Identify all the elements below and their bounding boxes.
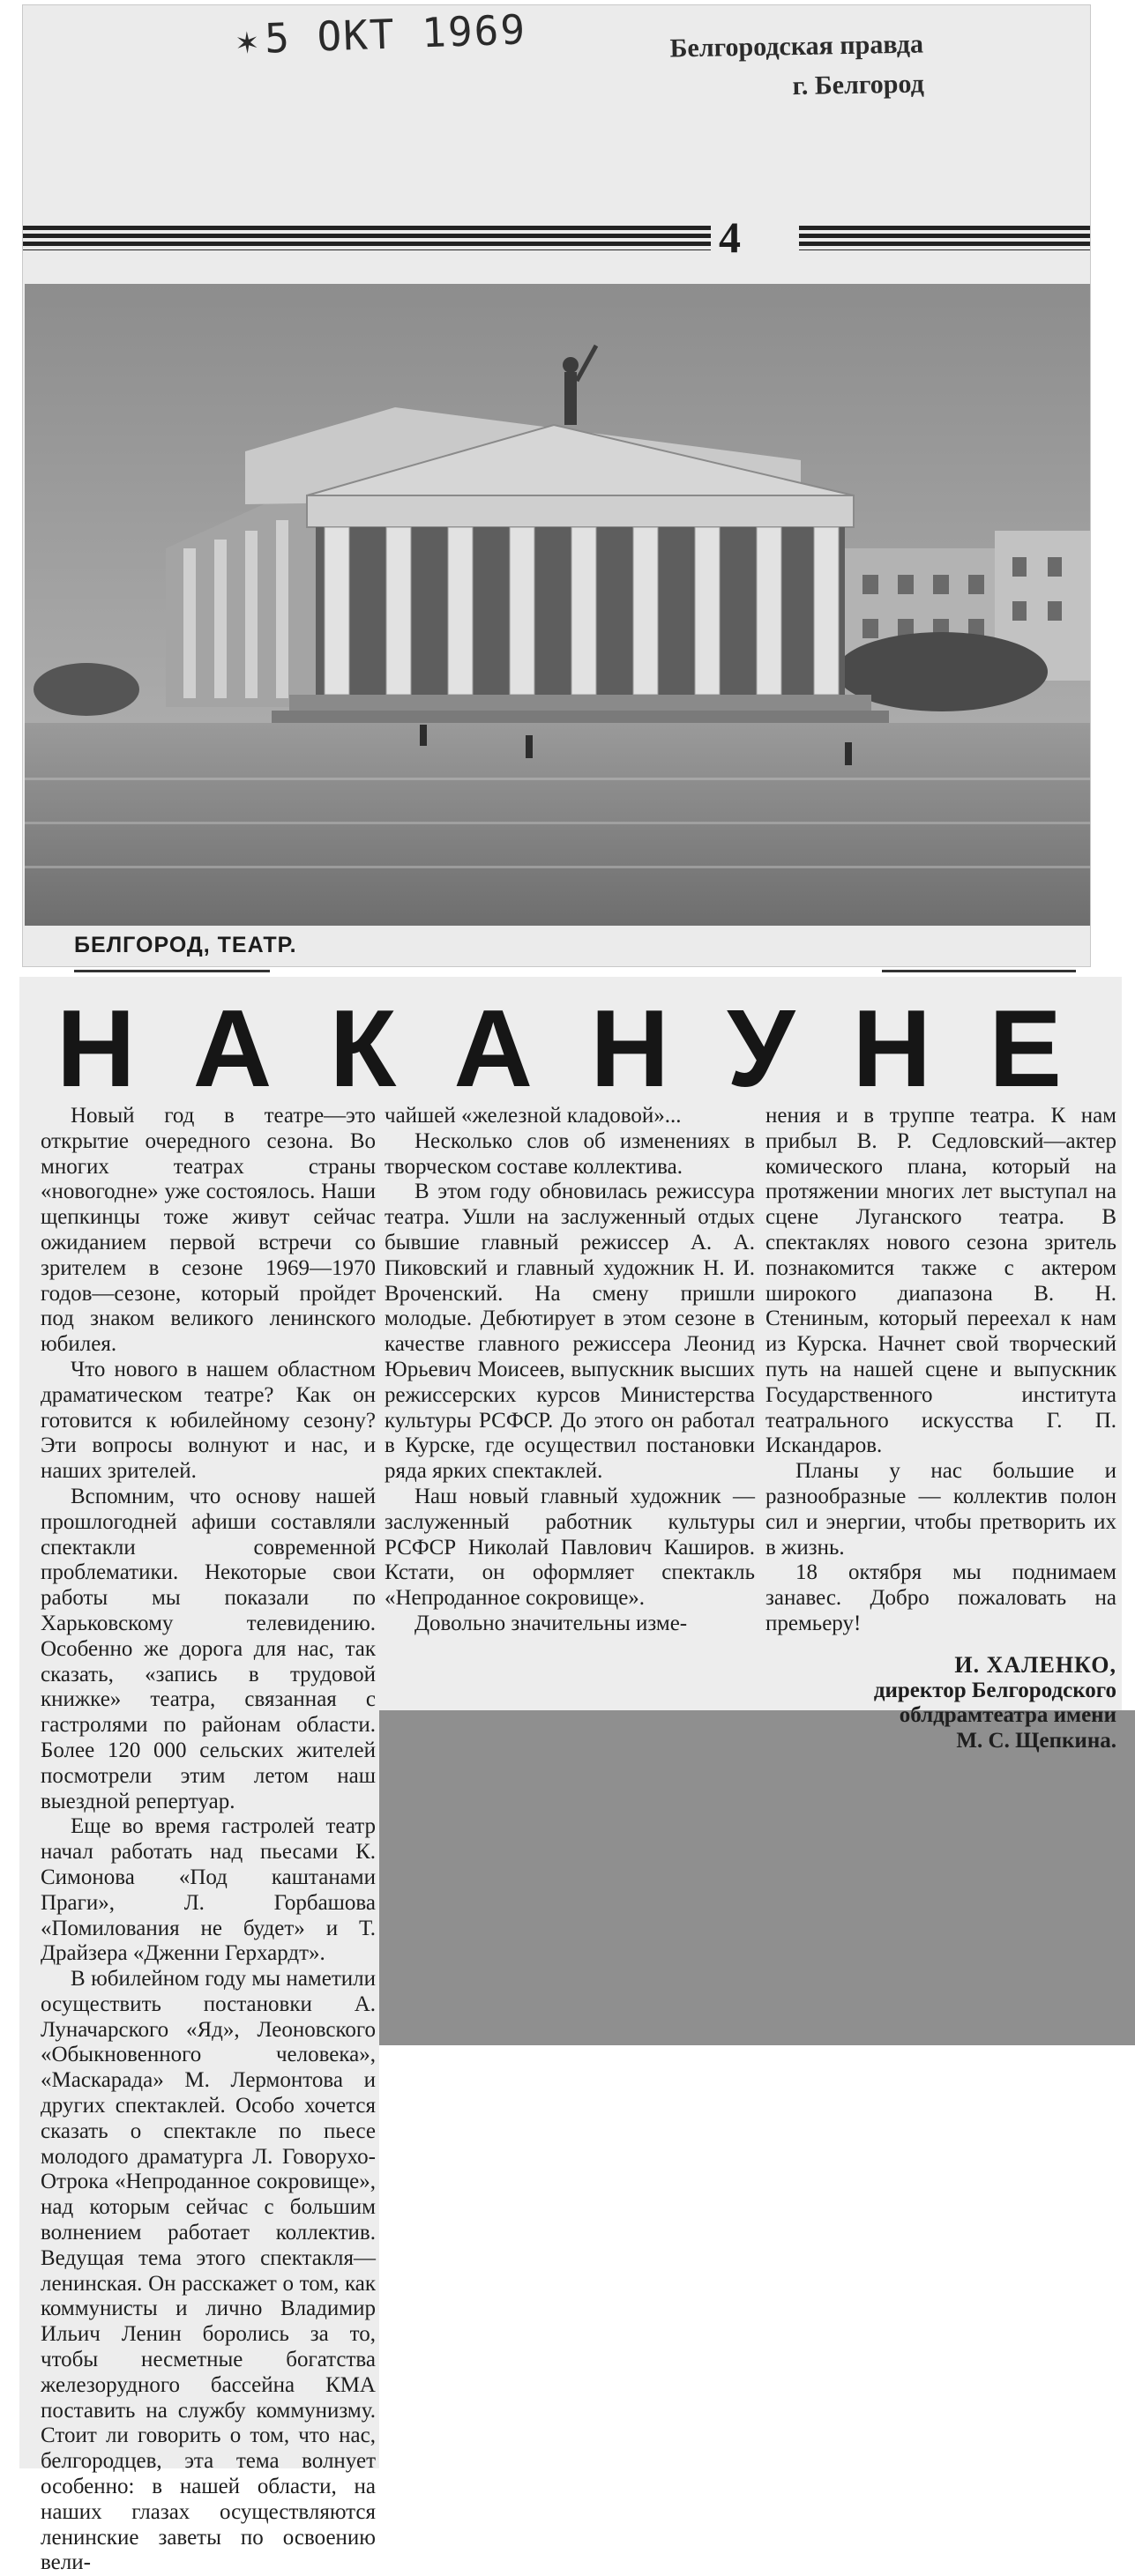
article-column-3: [765, 1104, 1116, 1754]
article-paragraph: Несколько слов об изменениях в творческом составе коллектива.: [385, 1128, 755, 1179]
article-paragraph: Что нового в нашем областном драматическом театре? Как он готовится к юбилейному сезону? Эти вопросы волнуют и нас, и наших зрителей.: [41, 1357, 376, 1484]
article-paragraph: Наш новый главный художник — заслуженный работник культуры РСФСР Николай Павлович Каширов. Кстати, он оформляет спектакль «Непроданное сокровище».: [385, 1484, 755, 1611]
rule-stripes-left: [23, 226, 711, 250]
article-paragraph: Новый год в театре—это открытие очередного сезона. Во многих театрах страны «новогодне» уже состоялось. Наши щепкинцы тоже живут сейчас ожиданием первой встречи со зрителем в сезоне 1969—1970 годов—сезоне, который пройдет под знаком великого ленинского юбилея.: [41, 1104, 376, 1357]
caption-rule-right: [882, 970, 1076, 972]
page-number: 4: [719, 212, 741, 262]
article-headline: [56, 987, 1062, 1111]
headline-letter: Н: [590, 988, 669, 1110]
caption-rule-left: [74, 970, 270, 972]
article-column-2: [385, 1104, 755, 1637]
author-name: И. ХАЛЕНКО,: [954, 1651, 1116, 1678]
star-icon: ✶: [235, 20, 261, 63]
headline-letter: К: [329, 988, 397, 1110]
source-paper: Белгородская правда: [669, 29, 924, 63]
headline-letter: А: [453, 988, 534, 1110]
rule-stripes-right: [799, 226, 1090, 250]
article-paragraph: Довольно значительны изме-: [414, 1611, 688, 1635]
article-paragraph: нения и в труппе театра. К нам прибыл В. Р. Седловский—актер комического плана, который на протяжении многих лет выступал на сцене Луганского театра. В спектаклях нового сезона зритель познакомится также с актером широкого диапазона В. Н. Стениным, который переехал к нам из Курска. Начнет свой творческий путь на нашей сцене и выпускник Государственного института театрального искусства Г. П. Искандаров.: [765, 1104, 1116, 1458]
article-column-3-body: [765, 1104, 1116, 1637]
headline-letter: А: [192, 988, 273, 1110]
article-paragraph: В этом году обновилась режиссура театра. Ушли на заслуженный отдых бывшие главный режиссер А. А. Пиковский и главный художник Н. И. Вроченский. На смену пришли молодые. Дебютирует в этом сезоне в качестве главного режиссера Леонид Юрьевич Моисеев, выпускник высших режиссерских курсов Министерства культуры РСФСР. До этого он работал в Курске, где осуществил постановки ряда ярких спектаклей.: [385, 1180, 755, 1484]
photo-caption: БЕЛГОРОД, ТЕАТР.: [74, 933, 297, 957]
article-paragraph: Вспомним, что основу нашей прошлогодней афиши составляли спектакли современной проблематики. Некоторые свои работы мы показали по Харьковскому телевидению. Особенно же дорога для нас, так сказать, «запись в трудовой книжке» театра, связанная с гастролями по районам области. Более 120 000 сельских жителей посмотрели этим летом наш выездной репертуар.: [41, 1484, 376, 1813]
headline-letter: Н: [56, 988, 136, 1110]
headline-letter: Е: [989, 988, 1062, 1110]
author-role-3: М. С. Щепкина.: [956, 1729, 1116, 1753]
theatre-photo: [25, 284, 1090, 926]
page-rule: [23, 222, 1090, 254]
article-signature: [765, 1653, 1116, 1754]
article-paragraph: Еще во время гастролей театр начал работать над пьесами К. Симонова «Под каштанами Праги», Л. Горбашова «Помилования не будет» и Т. Драйзера «Дженни Герхардт».: [41, 1814, 376, 1966]
headline-letter: У: [727, 988, 795, 1110]
author-role-1: директор Белгородского: [873, 1678, 1116, 1702]
article-paragraph: В юбилейном году мы наметили осуществить постановки А. Луначарского «Яд», Леоновского «Обыкновенного человека», «Маскарада» М. Лермонтова и других спектаклей. Особо хочется сказать о спектакле по пьесе молодого драматурга Л. Говорухо-Отрока «Непроданное сокровище», над которым сейчас с большим волнением работает коллектив. Ведущая тема этого спектакля—ленинская. Он расскажет о том, как коммунисты и лично Владимир Ильич Ленин боролись за то, чтобы несметные богатства железорудного бассейна КМА поставить на службу коммунизму. Стоит ли говорить о том, что нас, белгородцев, эта тема волнует особенно: в нашей области, на наших глазах осуществляются ленинские заветы по освоению вели-: [41, 1967, 376, 2575]
headline-letter: Н: [852, 988, 932, 1110]
newspaper-source: [669, 24, 924, 108]
article-paragraph: чайшей «железной кладовой»...: [385, 1104, 682, 1128]
article-paragraph: 18 октября мы поднимаем занавес. Добро пожаловать на премьеру!: [765, 1560, 1116, 1635]
author-role-2: облдрамтеатра имени: [899, 1703, 1116, 1728]
mount-board: [379, 1710, 1135, 2045]
article-column-1: [41, 1104, 376, 2576]
theatre-building-illustration: [25, 284, 1090, 926]
stamp-date: 5 ОКТ 1969: [264, 5, 527, 63]
source-city: г. Белгород: [792, 69, 925, 101]
article-paragraph: Планы у нас большие и разнообразные — коллектив полон сил и энергии, чтобы претворить их в жизнь.: [765, 1459, 1116, 1560]
date-stamp: [235, 5, 527, 63]
